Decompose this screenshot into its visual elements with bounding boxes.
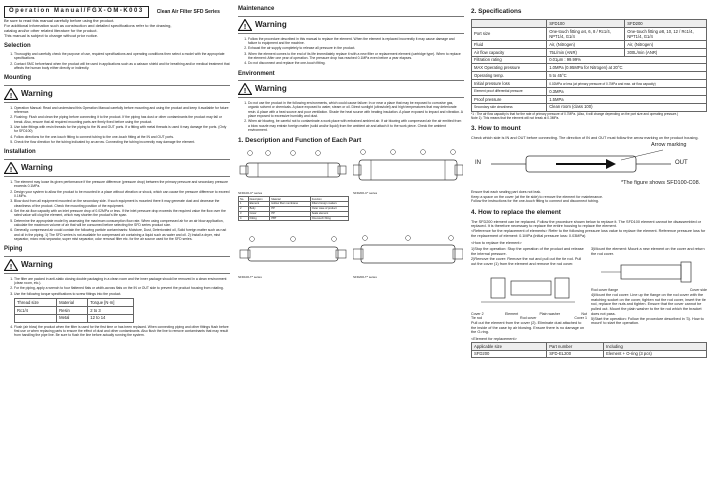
table-cell: 4 xyxy=(239,216,249,221)
table-cell: 5 to 45°C xyxy=(547,72,707,80)
table-header: Including xyxy=(604,342,707,350)
product-name: Clean Air Filter SFD Series xyxy=(156,8,220,15)
list-item: 6. Generally, compressed air could contain the following particle contaminants: Moisture, Dust, Deteriorated oil, Solid foreign matter such as rust and oil in the piping. 1) The SFD series is not available for compressed air containing a liquid such as water and oil. 2) Install a dryer, mist separator, micro mist separator, super mist separator, odor removal filter etc. for the air source used for the SFD series. xyxy=(14,228,230,241)
table-cell xyxy=(15,314,57,322)
table-header: Applicable size xyxy=(472,342,547,350)
table-cell: Outer case of product xyxy=(310,206,348,211)
list-item: 1. The filter are packed in anti-static closing double packaging in a clean room and the inner package should be removed in a clean environment (clean room, etc.). xyxy=(14,277,230,286)
mounting-list xyxy=(4,106,230,145)
table-cell: 2 to 3 xyxy=(88,306,134,314)
list-item: 3. When the element comes to the end of its life immediately replace it with a new filter or replacement element (cartridge type). When to replace the element: After one year of operation. The pressure drop has reached 0.1MPa even before a year elapses. xyxy=(248,52,464,61)
element-label: Element xyxy=(504,311,519,316)
figure-row-top xyxy=(238,148,464,221)
replace-subhead: <How to replace the element> xyxy=(471,240,522,245)
warning-icon xyxy=(4,259,18,271)
table-header: No. xyxy=(239,197,249,202)
table-cell: MAX Operating pressure xyxy=(472,64,547,72)
rod-cover-flange-label: Rod cover flange xyxy=(591,288,619,293)
svg-text:!: ! xyxy=(9,263,13,271)
environment-list xyxy=(238,101,464,132)
selection-list xyxy=(4,52,230,70)
table-cell: Resin xyxy=(57,306,88,314)
selection-title: Selection xyxy=(4,42,31,49)
title-bar xyxy=(4,6,230,18)
list-item: 4. Flush (air blow) the product when the filter is used for the first time or has been replaced. When connecting piping and other fittings flush before first use or when replacing parts to ensure the effect of dust and other contaminants. Also flush the line to remove contaminants that may result from handling the pipe line. Be sure to flush the line before actually running the system. xyxy=(14,325,230,338)
cover1-label: Cover 1 xyxy=(574,316,587,321)
list-item: 2. Exhaust the air supply completely to release all pressure in the product. xyxy=(248,46,464,50)
in-label: IN xyxy=(475,160,481,167)
assembly-drawing xyxy=(591,257,707,287)
warning-icon xyxy=(4,162,18,174)
figure-sfd200-c xyxy=(353,148,464,221)
rod-cover-label: Rod cover xyxy=(520,316,537,321)
table-cell: Element proof differential pressure xyxy=(472,88,547,96)
step: Pull out the element from the cover (2). Eliminate dust attached to the inside of the case by air blowing. Ensure there is no damage on the O-ring. xyxy=(471,320,585,335)
table-cell: Operating temp. xyxy=(472,72,547,80)
step: 5)Start the operation: Follow the procedure described in '3). How to mount' to start the operation. xyxy=(591,316,704,326)
table-cell: PBT xyxy=(270,216,310,221)
figure-sfd200-t xyxy=(353,235,464,279)
piping-warning xyxy=(4,256,230,274)
replace-reference: <Reference for the replacement of elements> Refer to the following pressure loss value to replace the element. Reference pressure loss for the replacement of element: 0.1MPa (initial pressure loss: 0.03MPa) xyxy=(471,229,706,238)
list-item: Keep a space on the cover (at the tie side) to remove the element for maintenance. xyxy=(471,194,604,199)
list-item: Follow the instructions for the one-touch fitting to connect and disconnect tubing. xyxy=(471,199,599,204)
spec-note: *1 : The air flow capacity is that for the rate of primary pressure of 0.7MPa. (Also, it will change depending on the port size and operating pressure.) xyxy=(471,111,679,116)
table-cell: 0.3MPa xyxy=(547,88,707,96)
steps-right xyxy=(591,247,707,335)
table-cell: SFD100 xyxy=(547,20,625,28)
list-item: 2. Contact SMC beforehand when the product will be used in applications such as a caisson shield and for breathing and/or medical treatment that affects the human body either directly or indirectly. xyxy=(14,62,230,71)
list-item: 1. Do not use the product in the following environments, which could cause failure: In or near a place that may be exposed to corrosive gas, organic solvent or chemicals. A place exposed to water, steam or oil. Direct sunlight (ultraviolet) and high temperatures that may deteriorate resin. A place with a heat source and poor ventilation. Shade the heat source with heating insulation. A place exposed to impact and vibration. A place exposed to excessive humidity and dust. xyxy=(248,101,464,118)
table-cell: Filtration rating xyxy=(472,56,547,64)
table-cell: PP xyxy=(270,211,310,216)
middle-column xyxy=(238,0,464,280)
list-item: 1. The element may loose its given performance if the pressure difference (pressure drop) between the primary pressure and secondary pressure exceeds 0.1MPa. xyxy=(14,180,230,189)
table-cell: Filters foreign matters xyxy=(310,202,348,207)
maintenance-title: Maintenance xyxy=(238,6,275,12)
how-to-mount-title: 3. How to mount xyxy=(471,124,521,132)
parts-table xyxy=(238,196,349,221)
installation-list xyxy=(4,180,230,241)
table-cell: 1.0MPa (0.95MPa for Nitrogen) at 20°C xyxy=(547,64,707,72)
intro-line: Be sure to read this manual carefully before using the product. xyxy=(4,17,115,23)
warning-label: Warning xyxy=(21,162,53,172)
piping-list-continued xyxy=(4,325,230,338)
table-cell: Metal xyxy=(57,314,88,322)
table-cell: Fluid xyxy=(472,40,547,48)
list-item: 1. Follow the procedure described in this manual to replace the element. When the element is replaced incorrectly it may cause damage and failure to equipment and the machine. xyxy=(248,37,464,46)
replace-intro: The SFD200 element can be replaced. Follow the procedure shown below to replace it. The SFD100 element cannot be disassembled or replaced. It is therefore necessary to replace the entire housing to replace the element. xyxy=(471,219,701,229)
table-cell: One-touch fitting xyxy=(310,216,348,221)
table-cell: SFD200 xyxy=(472,350,547,358)
replace-title: 4. How to replace the element xyxy=(471,208,561,216)
mounting-warning xyxy=(4,85,230,103)
piping-list xyxy=(4,277,230,296)
filter-drawing xyxy=(353,235,463,273)
replace-steps xyxy=(471,247,707,335)
table-cell: Proof pressure xyxy=(472,95,547,103)
warning-label: Warning xyxy=(255,19,287,29)
mounting-title: Mounting xyxy=(4,75,31,82)
table-cell: 75L/min (ANR) xyxy=(547,48,625,56)
table-cell: 3 xyxy=(239,211,249,216)
table-cell: Hollow fiber membrane xyxy=(270,202,310,207)
element-table xyxy=(471,342,707,359)
right-column xyxy=(471,0,707,358)
table-cell: Fitting xyxy=(248,216,270,221)
list-item: 2. For the piping, apply a wrench to four flattened flats or width-across flats on the IN or OUT side to prevent the product housing from rotating. xyxy=(14,286,230,290)
mount-items xyxy=(471,190,707,203)
table-cell: SFD200 xyxy=(625,20,707,28)
svg-text:!: ! xyxy=(243,23,247,31)
table-header: Part number xyxy=(547,342,604,350)
list-item: 2. Flushing: Flush and clean the piping before connecting it to the product. If the piping has dust or other contaminants the product may fail or break. Also, ensure that all required mounting parts are firmly fixed before using the product. xyxy=(14,115,230,124)
table-cell: One-touch fitting ø8, 10, 12 / Rc1/4, NPT1/4, G1/4 xyxy=(625,27,707,40)
table-cell: PP xyxy=(270,206,310,211)
table-cell: Air, (Nitrogen) xyxy=(547,40,625,48)
filter-drawing xyxy=(238,235,348,273)
table-cell: Clean room (class 100) xyxy=(547,103,707,111)
step: 2)Remove the cover: Remove the nut and pull out the tie rod. Pull out the cover (1) from the element and remove the rod cover. xyxy=(471,256,582,266)
figure-note: *The figure shows SFD100-C08. xyxy=(621,180,701,187)
figure-sfd100-c xyxy=(238,148,349,221)
svg-text:!: ! xyxy=(243,88,247,96)
table-cell: 1 xyxy=(239,202,249,207)
svg-text:!: ! xyxy=(9,92,13,100)
figure-caption: SFD100-C* series xyxy=(238,191,263,196)
table-cell: One-touch fitting ø4, 6, 8 / Rc1/4, NPT1/4, G1/4 xyxy=(547,27,625,40)
figure-caption: SFD200-C* series xyxy=(353,191,378,196)
filter-drawing xyxy=(353,148,463,190)
piping-title: Piping xyxy=(4,246,23,253)
list-item: 4. Do not disconnect and replace the one-touch fitting. xyxy=(248,61,464,65)
list-item: Ensure that each sealing part does not leak. xyxy=(471,190,542,195)
maintenance-warning xyxy=(238,16,464,34)
out-label: OUT xyxy=(675,160,688,167)
warning-icon xyxy=(4,88,18,100)
table-cell: Seals element xyxy=(310,211,348,216)
table-header: Thread size xyxy=(15,299,57,307)
figure-caption: SFD100-T* series xyxy=(238,274,262,279)
plain-washer-label: Plain washer xyxy=(539,311,561,316)
table-cell: Air, (Nitrogen) xyxy=(625,40,707,48)
list-item: 4. Set the air-flow capacity with an inlet pressure drop of 0.02MPa or less. If the inlet pressure drop exceeds the required value the flow over the rated value will clog the element, which may shorten the product's life span. xyxy=(14,209,230,218)
torque-table xyxy=(14,298,134,323)
list-item: 2. When air blowing, be careful not to contaminate a work place with entrained ambient air. If air blowing with compressed air the air emitted from a blow nozzle may entrain foreign matter (solid and/or liquid) from the ambient air and attach it to the work piece. Check the ambient environment. xyxy=(248,119,464,132)
cover-side-label: Cover side xyxy=(689,288,707,293)
warning-label: Warning xyxy=(255,84,287,94)
steps-left xyxy=(471,247,587,335)
svg-text:!: ! xyxy=(9,166,13,174)
manual-id: Operation Manual/FGX-OM-K003 xyxy=(4,6,149,18)
table-cell: Body xyxy=(248,206,270,211)
intro-line: This manual is subject to change without prior notice. xyxy=(4,32,99,38)
table-header: Material xyxy=(57,299,88,307)
disassembly-drawing xyxy=(471,266,587,310)
step: 1)Stop the operation: Stop the operation of the product and release the internal pressure. xyxy=(471,247,584,257)
spec-table xyxy=(471,19,707,112)
arrow-marking-label: Arrow marking xyxy=(651,142,687,149)
list-item: 3. Blow dust from all equipment mounted on the secondary side. If such equipment is mounted there it may generate dust and decrease the cleanliness of the product. Check the mounting position of the equipment. xyxy=(14,199,230,208)
table-header: Torque [N·m] xyxy=(88,299,134,307)
table-cell: Initial pressure loss xyxy=(472,80,547,88)
table-cell: 2 xyxy=(239,206,249,211)
filter-drawing xyxy=(238,148,348,190)
table-cell: Element + O-ring (3 pcs) xyxy=(604,350,707,358)
maintenance-list xyxy=(238,37,464,66)
table-cell: Rc1/4 xyxy=(15,306,57,314)
table-cell: Port size xyxy=(472,27,547,40)
warning-icon xyxy=(238,19,252,31)
table-cell: Air flow capacity xyxy=(472,48,547,56)
intro xyxy=(4,18,230,38)
step: 4)Mount the rod cover: Line up the flange on the rod cover with the matching socket on the cover, tighten nut the rod cover, insert the tie rod, replace the nuts and tighten. Ensure that the cover cannot be pulled out. Mount the plain washer to the tie rod which the bracket does not pass. xyxy=(591,292,706,316)
warning-icon xyxy=(238,83,252,95)
mount-intro: Check which side is IN and OUT before connecting. The direction of IN and OUT must follow the arrow marking on the product housing. xyxy=(471,135,699,140)
list-item: 1. Operation Manual: Read and understand this Operation Manual carefully before mounting and using the product and keep it available for future reference. xyxy=(14,106,230,115)
intro-line: For additional information such as construction and detailed specifications refer to the drawing, xyxy=(4,22,172,28)
table-cell: 300L/min (ANR) xyxy=(625,48,707,56)
tie-rod-label: Tie rod xyxy=(471,316,483,321)
figure-caption: SFD200-T* series xyxy=(353,274,377,279)
warning-label: Warning xyxy=(21,88,53,98)
figure-sfd100-t xyxy=(238,235,349,279)
description-title: 1. Description and Function of Each Part xyxy=(238,137,362,144)
table-cell: 1.5MPa xyxy=(547,95,707,103)
table-cell: Secondary side cleanliness xyxy=(472,103,547,111)
installation-title: Installation xyxy=(4,149,36,156)
list-item: 1. Thoroughly and carefully check the purpose of use, required specifications and operating conditions then select a model with the appropriate specifications. xyxy=(14,52,230,61)
table-cell: 0.02MPa or less (at primary pressure of 0.7MPa and max. air flow capacity) xyxy=(547,80,707,88)
mount-diagram xyxy=(471,142,707,190)
list-item: 4. Follow directions for the one-touch fitting to connect tubing to the one-touch fitting at the IN and OUT ports. xyxy=(14,135,230,139)
table-header: Material xyxy=(270,197,310,202)
cover2-label: Cover 2 xyxy=(471,311,484,316)
left-column xyxy=(4,0,230,338)
table-cell: 0.01μm : 99.99% xyxy=(547,56,707,64)
warning-label: Warning xyxy=(21,259,53,269)
installation-warning xyxy=(4,159,230,177)
table-cell: 12 to 14 xyxy=(88,314,134,322)
intro-line: catalog and/or other related literature for the product. xyxy=(4,27,98,33)
spec-note: Note 1): This means that the element will not break at 0.3MPa. xyxy=(471,115,560,120)
list-item: 3. Use the following torque specifications to screw fittings into the product. xyxy=(14,292,230,296)
nut-label: Nut xyxy=(581,311,587,316)
table-cell: Cover xyxy=(248,211,270,216)
list-item: 5. Determine the appropriate model by assessing the maximum consumption flow rate. When using compressed air for an air blow application, calculate the maximum volume of air that will be consumed before selecting the SFD series product size. xyxy=(14,219,230,228)
list-item: 2. Design your system to allow the product to be mounted in a place without vibration or shock, which can cause the pressure difference to exceed 0.1MPa. xyxy=(14,190,230,199)
list-item: 5. Check the flow direction for the tubing indicated by an arrow. Connecting the tubing incorrectly may damage the element. xyxy=(14,140,230,144)
table-header: Function xyxy=(310,197,348,202)
figure-row-bottom xyxy=(238,235,464,279)
table-header: Description xyxy=(248,197,270,202)
table-cell: SFD-EL200 xyxy=(547,350,604,358)
specifications-title: 2. Specifications xyxy=(471,8,522,15)
environment-title: Environment xyxy=(238,70,275,77)
table-cell xyxy=(472,20,547,28)
table-cell: Element xyxy=(248,202,270,207)
element-table-title: <Element for replacement> xyxy=(471,336,517,341)
environment-warning xyxy=(238,80,464,98)
step: 3)Mount the element: Mount a new element on the cover and return the rod cover. xyxy=(591,247,705,257)
list-item: 3. Use tube fittings with resin threads for the piping to the IN and OUT ports. If a fitting with metal threads is used it may damage the ports. (Only for SFD100) xyxy=(14,125,230,134)
